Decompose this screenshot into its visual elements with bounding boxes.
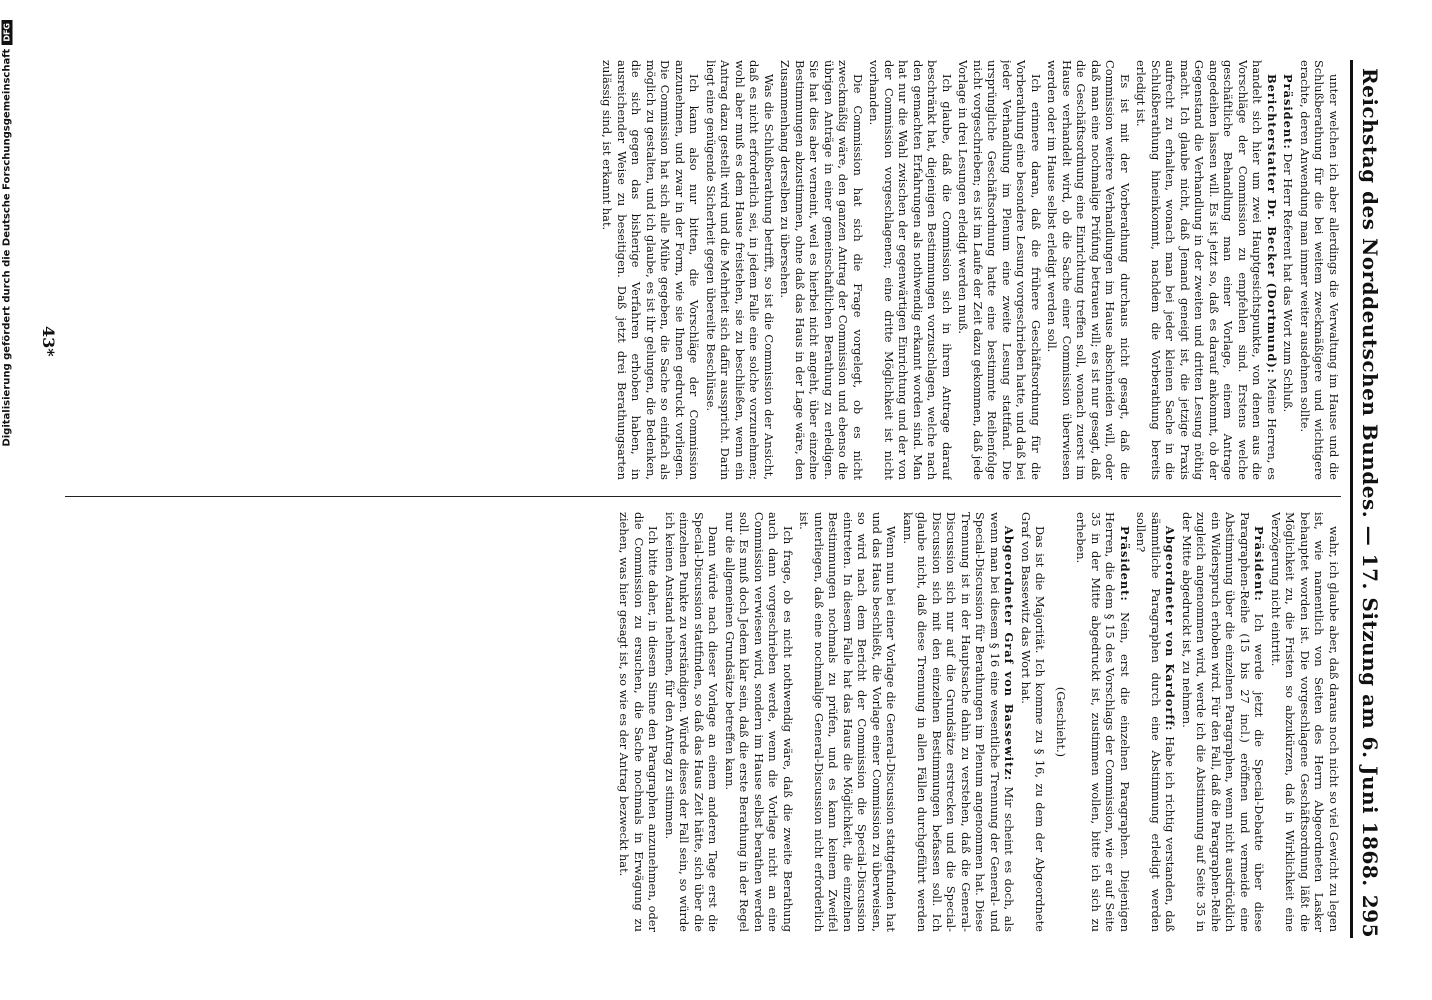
speech-text: Der Herr Referent hat das Wort zum Schluß. (1281, 152, 1296, 412)
speech-paragraph (1134, 60, 1279, 480)
dfg-logo: DFG (2, 20, 13, 45)
speech-text: Mir scheint es doch, als wenn man bei diesem § 16 eine wesentliche Trennung der General- und Special-Discussion für Berathungen im Plenum angenommen hat. Diese Trennung ist in der Hauptsache dahin zu verstehen, daß die General-Discussion sich nur auf die Grundsätze erstrecken und die Special-Discussion sich mit den einzelnen Bestimmungen befassen soll. Ich glaube nicht, daß diese Trennung in allen Fällen durchgeführt werden kann. (901, 511, 1017, 932)
credit-text: Digitalisierung gefördert durch die Deutsche Forschungsgemeinschaft (1, 48, 13, 447)
text-paragraph: Was die Schlußberathung betrifft, so ist die Commission der Ansicht, daß es nicht erforderlich sei, in jedem Falle eine solche vorzunehmen; wohl aber muß es dem Hause freistehen, sie zu beschließen, wenn ein Antrag dazu gestellt wird und die Mehrheit sich dafür ausspricht. Darin liegt eine genügende Sicherheit gegen übereilte Beschlüsse. (704, 59, 776, 480)
text-paragraph: wahr, ich glaube aber, daß daraus noch nicht so viel Gewicht zu legen ist, wie namentlich von Seiten des Herrn Abgeordneten Lasker behauptet worden ist. Die vorgeschlagene Geschäftsordnung läßt die Möglichkeit zu, die Fristen so abzukürzen, daß in Wirklichkeit eine Verzögerung nicht eintritt. (1269, 511, 1341, 932)
speech-text: Nein, erst die einzelnen Paragraphen. Diejenigen Herren, die dem § 15 des Vorschlags der Commission, wie er auf Seite 35 in der Mitte abgedruckt ist, zustimmen wollen, bitte ich sich zu erheben. (1074, 511, 1132, 932)
right-column (65, 512, 1341, 932)
speech-text: Ich werde jetzt die Special-Debatte über diese Paragraphen-Reihe (15 bis 27 incl.) eröffnen und vermeide eine Abstimmung über die einzelnen Paragraphen, wenn nicht ausdrücklich ein Widerspruch erhoben wird. Für den Fall, daß die Paragraphen-Reihe zugleich angenommen wird, werde ich die Abstimmung auf Seite 35 in der Mitte abgedruckt ist, zu nehmen. (1180, 511, 1267, 932)
speaker-name: Präsident: (1118, 525, 1132, 602)
speaker-name: Präsident: (1281, 73, 1296, 150)
text-paragraph: Wenn nun bei einer Vorlage die General-Discussion stattgefunden hat und das Haus beschließt, die Vorlage einer Commission zu überweisen, so wird nach dem Bericht der Commission die Special-Discussion eintreten. In diesem Falle hat das Haus die Möglichkeit, die einzelnen Bestimmungen nochmals zu prüfen, und es kann keinem Zweifel unterliegen, daß eine nochmalige General-Discussion nicht erforderlich ist. (797, 511, 899, 932)
speech-paragraph (901, 512, 1017, 932)
speaker-name: Abgeordneter Graf von Bassewitz: (1002, 525, 1017, 781)
header-rule (1350, 60, 1353, 938)
text-paragraph: Die Commission hat sich die Frage vorgelegt, ob es nicht zweckmäßig wäre, den ganzen Antrag der Commission und ebenso die übrigen Anträge in einer gemeinschaftlichen Berathung zu erledigen. Sie hat dies aber verneint, weil es hierbei nicht angeht, über einzelne Bestimmungen abzustimmen, ohne daß das Haus in der Lage wäre, den Zusammenhang derselben zu übersehen. (778, 59, 865, 480)
speech-text: Meine Herren, es handelt sich hier um zwei Hauptgesichtspunkte, von denen aus die Vorschläge der Commission zu empfehlen sind. Erstens welche geschäftliche Behandlung man einer Vorlage, einem Antrage angedeihen lassen will. Es ist jetzt so, daß es darauf ankommt, ob der Gegenstand die Verhandlung in der zweiten und dritten Lesung nöthig macht. Ich glaube nicht, daß Jemand geneigt ist, die jetzige Praxis aufrecht zu erhalten, wonach man bei jeder kleinen Sache in die Schlußberathung hineinkommt, nachdem die Vorberathung bereits erledigt ist. (1134, 59, 1279, 480)
text-paragraph: Ich kann also nur bitten, die Vorschläge der Commission anzunehmen, und zwar in der Form, wie sie Ihnen gedruckt vorliegen. Die Commission hat sich alle Mühe gegeben, die Sache so einfach als möglich zu gestalten, und ich glaube, es ist ihr gelungen, die Bedenken, die sich gegen das bisherige Verfahren erhoben haben, in ausreichender Weise zu beseitigen. Daß jetzt drei Berathungsarten zulässig sind, ist erkannt hat. (600, 59, 702, 480)
left-column (65, 60, 1341, 480)
speech-text: Habe ich richtig verstanden, daß sämmtliche Paragraphen durch eine Abstimmung erledigt werden sollen? (1134, 511, 1178, 932)
speaker-name: Abgeordneter von Kardorff: (1163, 525, 1178, 731)
text-paragraph: unter welchen ich aber allerdings die Verwaltung im Hause und die Schlußberathung für die bei weitem zweckmäßigere und wichtigere erachte, deren Anwendung man immer weiter ausdehnen sollte. (1298, 59, 1341, 480)
speaker-name: Präsident: (1252, 525, 1267, 602)
text-paragraph: Es ist mit der Vorberathung durchaus nicht gesagt, daß die Commission weitere Verhandlungen im Hause abschneiden will, oder daß man eine nochmalige Prüfung betrauen will; es ist nur gesagt, daß die Geschäftsordnung eine Einrichtung treffen soll, wonach zuerst im Hause verhandelt wird, ob die Sache einer Commission überwiesen werden oder im Hause selbst erledigt werden soll. (1045, 59, 1132, 480)
text-paragraph: Dann würde nach dieser Vorlage an einem anderen Tage erst die Special-Discussion stattfinden, so daß das Haus Zeit hätte, sich über die einzelnen Punkte zu verständigen. Würde dieses der Fall sein, so würde ich keinen Anstand nehmen, für den Antrag zu stimmen. (663, 511, 721, 932)
stage-direction: (Geschieht.) (1054, 686, 1068, 757)
sheet-signature: 43* (39, 325, 58, 357)
text-paragraph: Ich glaube, daß die Commission sich in ihrem Antrage darauf beschränkt hat, diejenigen Bestimmungen vorzuschlagen, welche nach den gemachten Erfahrungen als nothwendig erkannt worden sind. Man hat nur die Wahl zwischen der gegenwärtigen Einrichtung und der von der Commission vorgeschlagenen; eine dritte Möglichkeit ist nicht vorhanden. (867, 59, 954, 480)
column-separator (65, 496, 1341, 497)
text-paragraph: Das ist die Majorität. Ich komme zu § 16, zu dem der Abgeordnete Graf von Bassewitz das Wort hat. (1019, 511, 1048, 932)
speech-paragraph (1180, 512, 1267, 932)
digitization-credit (0, 0, 14, 1000)
page-number: 295 (1358, 894, 1382, 938)
scanned-page (16, 12, 1414, 985)
page-title: Reichstag des Norddeutschen Bundes. — 17. Sitzung am 6. Juni 1868. (1358, 67, 1382, 887)
speech-paragraph (1074, 512, 1132, 932)
text-paragraph: Ich frage, ob es nicht nothwendig wäre, daß die zweite Berathung auch dann vorgeschrieben werde, wenn die Vorlage nicht an eine Commission verwiesen wird, sondern im Hause selbst berathen werden soll. Es muß doch Jedem klar sein, daß die erste Berathung in der Regel nur die allgemeinen Grundsätze betreffen kann. (723, 511, 795, 932)
speech-paragraph (1281, 60, 1296, 480)
text-paragraph: Ich bitte daher, in diesem Sinne den Paragraphen anzunehmen, oder die Commission zu ersuchen, die Sache nochmals in Erwägung zu ziehen, was hier gesagt ist, so wie es der Antrag bezweckt hat. (617, 511, 661, 932)
rotated-page-content (35, 26, 1395, 972)
text-paragraph: Ich erinnere daran, daß die frühere Geschäftsordnung für die Vorberathung eine besondere Lesung vorgeschrieben hatte, und daß bei jeder Verhandlung im Plenum eine zweite Lesung stattfand. Die ursprüngliche Geschäftsordnung hatte eine bestimmte Reihenfolge nicht vorgeschrieben; es ist im Laufe der Zeit dazu gekommen, daß jede Vorlage in drei Lesungen erledigt werden muß. (956, 59, 1043, 480)
running-header (1357, 60, 1383, 938)
speech-paragraph (1134, 512, 1178, 932)
speaker-name: Berichterstatter Dr. Becker (Dortmund): (1265, 73, 1279, 374)
